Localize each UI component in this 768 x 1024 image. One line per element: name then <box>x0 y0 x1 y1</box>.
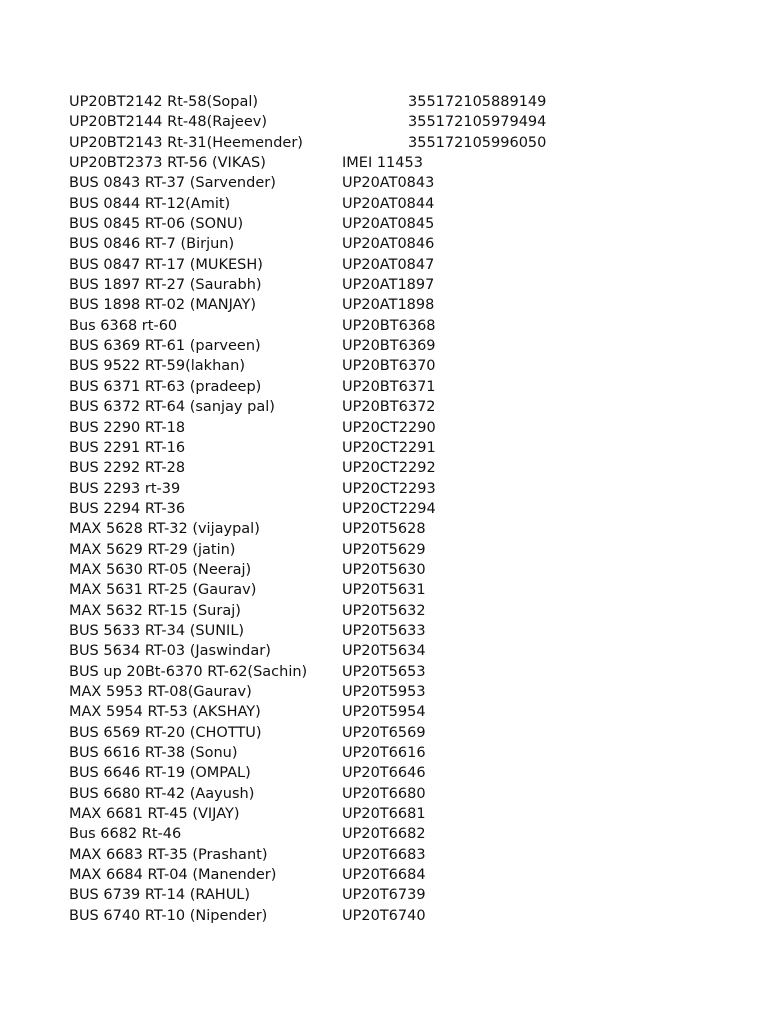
vehicle-route-driver-cell: BUS 2294 RT-36 <box>69 500 186 517</box>
vehicle-route-driver-cell: BUS 9522 RT-59(lakhan) <box>69 358 246 375</box>
list-item <box>69 438 709 458</box>
list-item <box>69 479 709 499</box>
registration-cell: UP20T6740 <box>342 907 426 924</box>
vehicle-route-driver-cell: MAX 5954 RT-53 (AKSHAY) <box>69 704 261 721</box>
vehicle-route-driver-cell: Bus 6682 Rt-46 <box>69 826 182 843</box>
list-item <box>69 804 709 824</box>
list-item <box>69 682 709 702</box>
list-item <box>69 316 709 336</box>
vehicle-route-driver-cell: MAX 6683 RT-35 (Prashant) <box>69 846 268 863</box>
registration-cell: UP20T6682 <box>342 826 426 843</box>
registration-cell: UP20T6646 <box>342 765 426 782</box>
imei-cell: 355172105996050 <box>408 134 547 151</box>
list-item <box>69 133 709 153</box>
list-item <box>69 458 709 478</box>
registration-cell: UP20T6683 <box>342 846 426 863</box>
registration-cell: UP20T6681 <box>342 806 426 823</box>
vehicle-route-driver-cell: Bus 6368 rt-60 <box>69 317 178 334</box>
registration-cell: UP20BT6369 <box>342 338 436 355</box>
registration-cell: UP20T5629 <box>342 541 426 558</box>
list-item <box>69 621 709 641</box>
vehicle-route-driver-cell: MAX 5953 RT-08(Gaurav) <box>69 683 252 700</box>
list-item <box>69 499 709 519</box>
list-item <box>69 397 709 417</box>
list-item <box>69 112 709 132</box>
vehicle-route-driver-cell: UP20BT2144 Rt-48(Rajeev) <box>69 114 267 131</box>
registration-cell: UP20T6739 <box>342 887 426 904</box>
vehicle-route-driver-cell: MAX 5632 RT-15 (Suraj) <box>69 602 241 619</box>
registration-cell: UP20T5632 <box>342 602 426 619</box>
vehicle-route-driver-cell: UP20BT2143 Rt-31(Heemender) <box>69 134 303 151</box>
vehicle-route-driver-cell: BUS 0844 RT-12(Amit) <box>69 195 231 212</box>
vehicle-route-driver-cell: MAX 5630 RT-05 (Neeraj) <box>69 561 252 578</box>
list-item <box>69 540 709 560</box>
list-item <box>69 214 709 234</box>
list-item <box>69 662 709 682</box>
vehicle-route-driver-cell: UP20BT2373 RT-56 (VIKAS) <box>69 155 266 172</box>
vehicle-route-driver-cell: MAX 6681 RT-45 (VIJAY) <box>69 806 240 823</box>
vehicle-route-driver-cell: BUS 6646 RT-19 (OMPAL) <box>69 765 251 782</box>
list-item <box>69 255 709 275</box>
registration-cell: UP20T6569 <box>342 724 426 741</box>
list-item <box>69 275 709 295</box>
registration-cell: UP20CT2290 <box>342 419 436 436</box>
list-item <box>69 865 709 885</box>
vehicle-route-list <box>69 92 709 926</box>
registration-cell: UP20T5630 <box>342 561 426 578</box>
vehicle-route-driver-cell: BUS 0845 RT-06 (SONU) <box>69 216 244 233</box>
registration-cell: UP20AT0847 <box>342 256 435 273</box>
list-item <box>69 743 709 763</box>
vehicle-route-driver-cell: BUS 0843 RT-37 (Sarvender) <box>69 175 276 192</box>
list-item <box>69 418 709 438</box>
vehicle-route-driver-cell: BUS 2290 RT-18 <box>69 419 186 436</box>
list-item <box>69 356 709 376</box>
vehicle-route-driver-cell: BUS 0847 RT-17 (MUKESH) <box>69 256 263 273</box>
list-item <box>69 336 709 356</box>
registration-cell: UP20T5653 <box>342 663 426 680</box>
list-item <box>69 153 709 173</box>
registration-cell: UP20BT6372 <box>342 399 436 416</box>
registration-cell: UP20CT2292 <box>342 460 436 477</box>
vehicle-route-driver-cell: BUS 6740 RT-10 (Nipender) <box>69 907 268 924</box>
registration-cell: IMEI 11453 <box>342 155 423 172</box>
list-item <box>69 234 709 254</box>
list-item <box>69 641 709 661</box>
vehicle-route-driver-cell: BUS 5633 RT-34 (SUNIL) <box>69 622 245 639</box>
vehicle-route-driver-cell: BUS 2293 rt-39 <box>69 480 181 497</box>
imei-cell: 355172105979494 <box>408 114 547 131</box>
registration-cell: UP20T5628 <box>342 521 426 538</box>
vehicle-route-driver-cell: BUS 6680 RT-42 (Aayush) <box>69 785 255 802</box>
list-item <box>69 784 709 804</box>
registration-cell: UP20CT2293 <box>342 480 436 497</box>
registration-cell: UP20T6680 <box>342 785 426 802</box>
list-item <box>69 560 709 580</box>
vehicle-route-driver-cell: BUS 5634 RT-03 (Jaswindar) <box>69 643 271 660</box>
list-item <box>69 173 709 193</box>
registration-cell: UP20BT6368 <box>342 317 436 334</box>
vehicle-route-driver-cell: MAX 5628 RT-32 (vijaypal) <box>69 521 260 538</box>
registration-cell: UP20T5634 <box>342 643 426 660</box>
vehicle-route-driver-cell: BUS 1897 RT-27 (Saurabh) <box>69 277 262 294</box>
list-item <box>69 702 709 722</box>
vehicle-route-driver-cell: MAX 6684 RT-04 (Manender) <box>69 867 277 884</box>
registration-cell: UP20AT0844 <box>342 195 435 212</box>
vehicle-route-driver-cell: BUS 6369 RT-61 (parveen) <box>69 338 261 355</box>
registration-cell: UP20T6616 <box>342 745 426 761</box>
registration-cell: UP20CT2291 <box>342 439 436 456</box>
registration-cell: UP20T5631 <box>342 582 426 599</box>
registration-cell: UP20AT1898 <box>342 297 435 314</box>
registration-cell: UP20T5954 <box>342 704 426 721</box>
vehicle-route-driver-cell: BUS 0846 RT-7 (Birjun) <box>69 236 235 253</box>
vehicle-route-driver-cell: BUS 6569 RT-20 (CHOTTU) <box>69 724 262 741</box>
vehicle-route-driver-cell: BUS 6371 RT-63 (pradeep) <box>69 378 262 395</box>
registration-cell: UP20BT6370 <box>342 358 436 375</box>
registration-cell: UP20CT2294 <box>342 500 436 517</box>
list-item <box>69 580 709 600</box>
vehicle-route-driver-cell: UP20BT2142 Rt-58(Sopal) <box>69 94 259 110</box>
vehicle-route-driver-cell: BUS 6616 RT-38 (Sonu) <box>69 745 238 761</box>
list-item <box>69 295 709 315</box>
vehicle-route-driver-cell: MAX 5629 RT-29 (jatin) <box>69 541 236 558</box>
list-item <box>69 845 709 865</box>
list-item <box>69 92 709 112</box>
list-item <box>69 601 709 621</box>
registration-cell: UP20AT0843 <box>342 175 435 192</box>
registration-cell: UP20AT1897 <box>342 277 435 294</box>
list-item <box>69 723 709 743</box>
registration-cell: UP20T5953 <box>342 683 426 700</box>
list-item <box>69 885 709 905</box>
vehicle-route-driver-cell: BUS 1898 RT-02 (MANJAY) <box>69 297 256 314</box>
list-item <box>69 824 709 844</box>
list-item <box>69 906 709 926</box>
registration-cell: UP20AT0845 <box>342 216 435 233</box>
vehicle-route-driver-cell: BUS 6372 RT-64 (sanjay pal) <box>69 399 275 416</box>
vehicle-route-driver-cell: BUS 2291 RT-16 <box>69 439 186 456</box>
list-item <box>69 519 709 539</box>
list-item <box>69 763 709 783</box>
vehicle-route-driver-cell: BUS up 20Bt-6370 RT-62(Sachin) <box>69 663 308 680</box>
vehicle-route-driver-cell: BUS 6739 RT-14 (RAHUL) <box>69 887 251 904</box>
registration-cell: UP20AT0846 <box>342 236 435 253</box>
vehicle-route-driver-cell: MAX 5631 RT-25 (Gaurav) <box>69 582 257 599</box>
registration-cell: UP20BT6371 <box>342 378 436 395</box>
imei-cell: 355172105889149 <box>408 94 547 110</box>
vehicle-route-driver-cell: BUS 2292 RT-28 <box>69 460 186 477</box>
list-item <box>69 194 709 214</box>
list-item <box>69 377 709 397</box>
registration-cell: UP20T5633 <box>342 622 426 639</box>
registration-cell: UP20T6684 <box>342 867 426 884</box>
